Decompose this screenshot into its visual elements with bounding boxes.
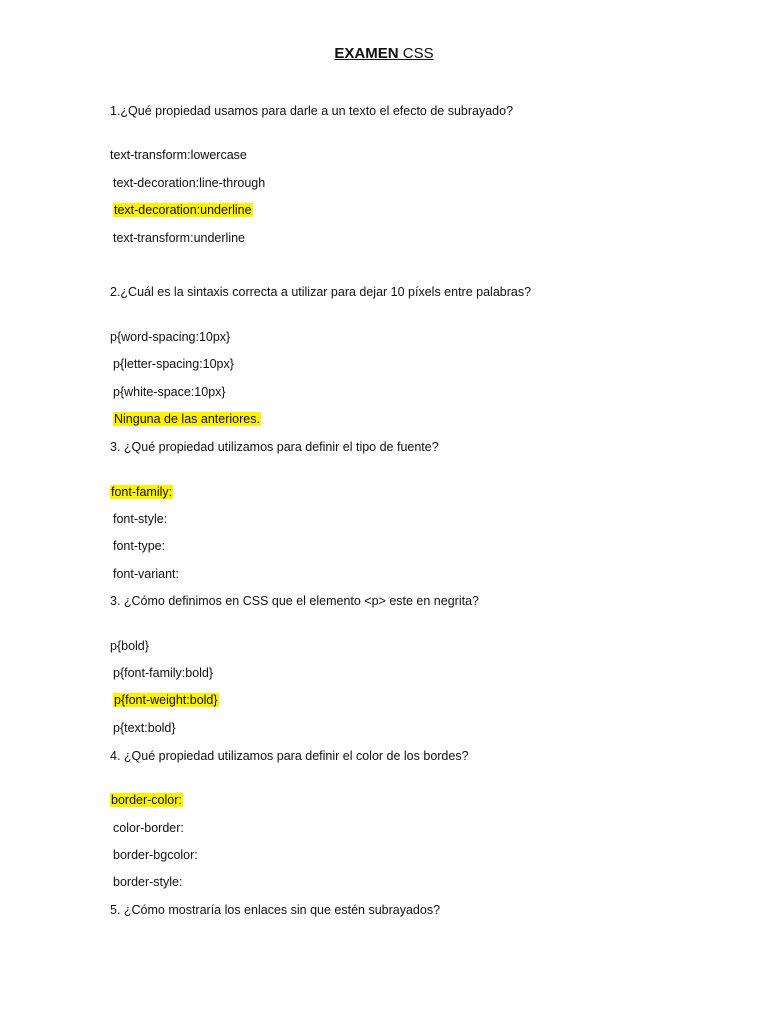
question-6: 5. ¿Cómo mostraría los enlaces sin que estén subrayados? — [110, 903, 441, 917]
question-2-option-4: Ninguna de las anteriores. — [114, 412, 260, 426]
question-3-option-2: font-style: — [113, 512, 168, 526]
question-5: 4. ¿Qué propiedad utilizamos para definir el color de los bordes? — [110, 749, 469, 763]
title-rest: CSS — [398, 45, 434, 62]
question-1-option-3: text-decoration:underline — [114, 203, 252, 217]
question-3-option-4: font-variant: — [113, 567, 180, 581]
question-3: 3. ¿Qué propiedad utilizamos para definir el tipo de fuente? — [110, 440, 439, 454]
question-1-option-1: text-transform:lowercase — [110, 148, 247, 162]
page-title — [0, 44, 768, 64]
question-5-option-1: border-color: — [111, 793, 182, 807]
question-3-option-3: font-type: — [113, 539, 166, 553]
question-2-option-2: p{letter-spacing:10px} — [113, 357, 234, 371]
question-1-option-4: text-transform:underline — [113, 231, 246, 245]
question-5-option-3: border-bgcolor: — [113, 848, 198, 862]
question-4-option-3: p{font-weight:bold} — [114, 693, 218, 707]
question-1-option-2: text-decoration:line-through — [113, 176, 266, 190]
question-4-option-2: p{font-family:bold} — [113, 666, 214, 680]
title-bold: EXAMEN — [334, 45, 399, 62]
question-4-option-1: p{bold} — [110, 639, 149, 653]
question-2-option-3: p{white-space:10px} — [113, 385, 226, 399]
question-3-option-1: font-family: — [111, 485, 173, 499]
question-2: 2.¿Cuál es la sintaxis correcta a utilizar para dejar 10 píxels entre palabras? — [110, 285, 532, 299]
question-4-option-4: p{text:bold} — [113, 721, 176, 735]
question-5-option-2: color-border: — [113, 821, 184, 835]
question-4: 3. ¿Cómo definimos en CSS que el elemento <p> este en negrita? — [110, 594, 479, 608]
question-1: 1.¿Qué propiedad usamos para darle a un texto el efecto de subrayado? — [110, 104, 514, 118]
question-5-option-4: border-style: — [113, 875, 183, 889]
question-2-option-1: p{word-spacing:10px} — [110, 330, 231, 344]
